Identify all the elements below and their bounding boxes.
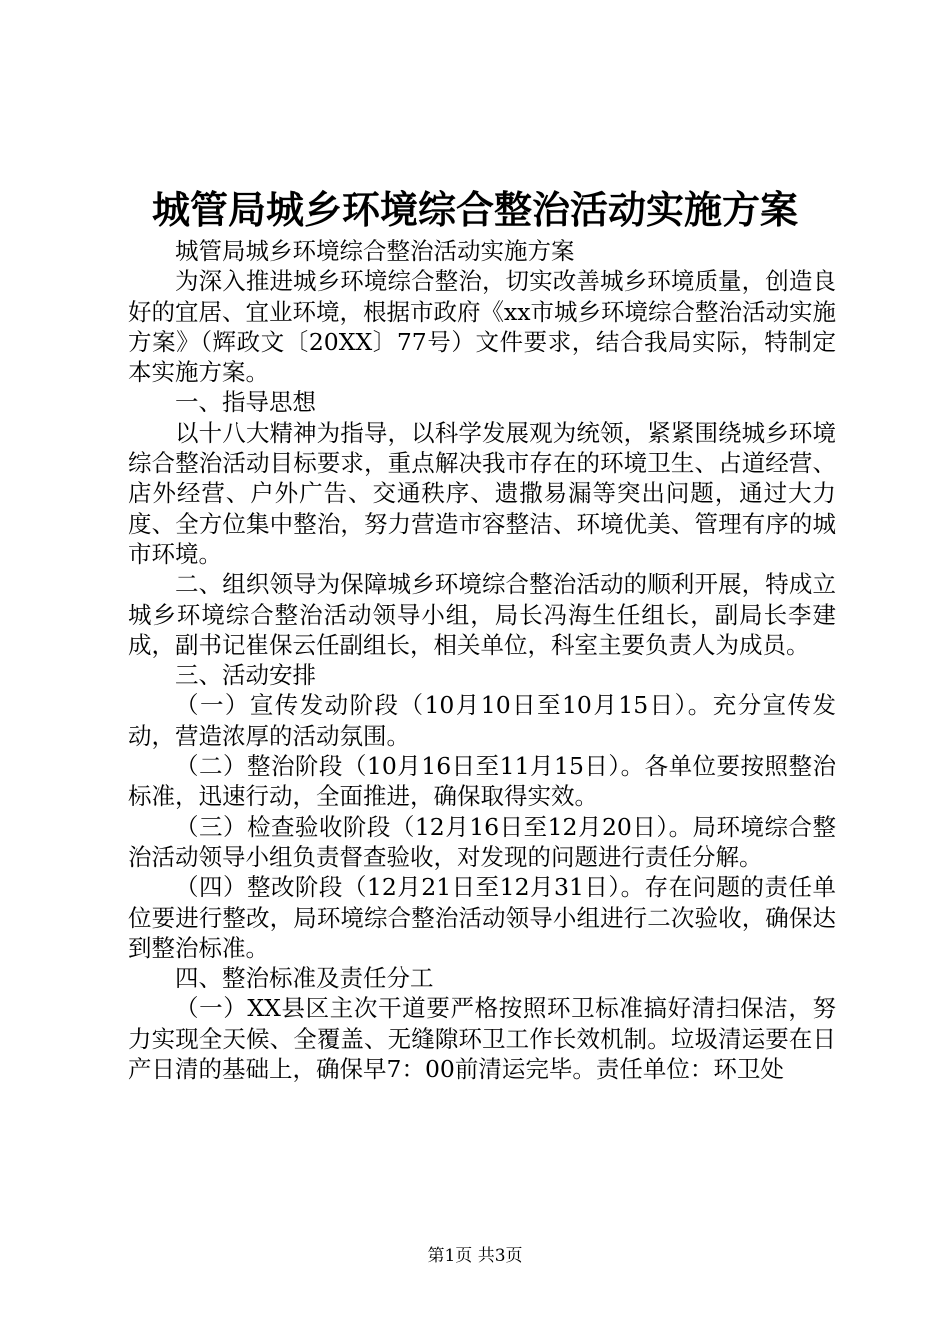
paragraph-intro: 为深入推进城乡环境综合整治，切实改善城乡环境质量，创造良好的宜居、宜业环境，根据市政府《xx市城乡环境综合整治活动实施方案》（辉政文〔20XX〕77号）文件要求，结合我局实际，特制定本实施方案。 bbox=[128, 267, 837, 387]
paragraph-guiding-ideology: 以十八大精神为指导，以科学发展观为统领，紧紧围绕城乡环境综合整治活动目标要求，重点解决我市存在的环境卫生、占道经营、店外经营、户外广告、交通秩序、遗撒易漏等突出问题，通过大力度、全方位集中整治，努力营造市容整洁、环境优美、管理有序的城市环境。 bbox=[128, 418, 836, 568]
page-footer: 第1页 共3页 bbox=[427, 1246, 523, 1266]
document-body bbox=[128, 236, 836, 1084]
paragraph-phase-3: （三）检查验收阶段（12月16日至12月20日）。局环境综合整治活动领导小组负责督查验收，对发现的问题进行责任分解。 bbox=[128, 812, 836, 871]
paragraph-subtitle: 城管局城乡环境综合整治活动实施方案 bbox=[175, 237, 575, 265]
section-heading-standards: 四、整治标准及责任分工 bbox=[175, 964, 434, 993]
paragraph-phase-1: （一）宣传发动阶段（10月10日至10月15日）。充分宣传发动，营造浓厚的活动氛围。 bbox=[128, 691, 836, 750]
paragraph-phase-4: （四）整改阶段（12月21日至12月31日）。存在问题的责任单位要进行整改，局环境综合整治活动领导小组进行二次验收，确保达到整治标准。 bbox=[128, 873, 836, 962]
document-title: 城管局城乡环境综合整治活动实施方案 bbox=[151, 187, 798, 232]
paragraph-standard-1: （一）XX县区主次干道要严格按照环卫标准搞好清扫保洁，努力实现全天候、全覆盖、无缝隙环卫工作长效机制。垃圾清运要在日产日清的基础上，确保早7：00前清运完毕。责任单位：环卫处 bbox=[128, 994, 836, 1084]
paragraph-phase-2: （二）整治阶段（10月16日至11月15日）。各单位要按照整治标准，迅速行动，全面推进，确保取得实效。 bbox=[128, 752, 836, 811]
paragraph-organization-leadership: 二、组织领导为保障城乡环境综合整治活动的顺利开展，特成立城乡环境综合整治活动领导小组，局长冯海生任组长，副局长李建成，副书记崔保云任副组长，相关单位，科室主要负责人为成员。 bbox=[128, 570, 836, 659]
section-heading-guiding-ideology: 一、指导思想 bbox=[175, 388, 316, 417]
section-heading-activity-schedule: 三、活动安排 bbox=[175, 661, 316, 690]
